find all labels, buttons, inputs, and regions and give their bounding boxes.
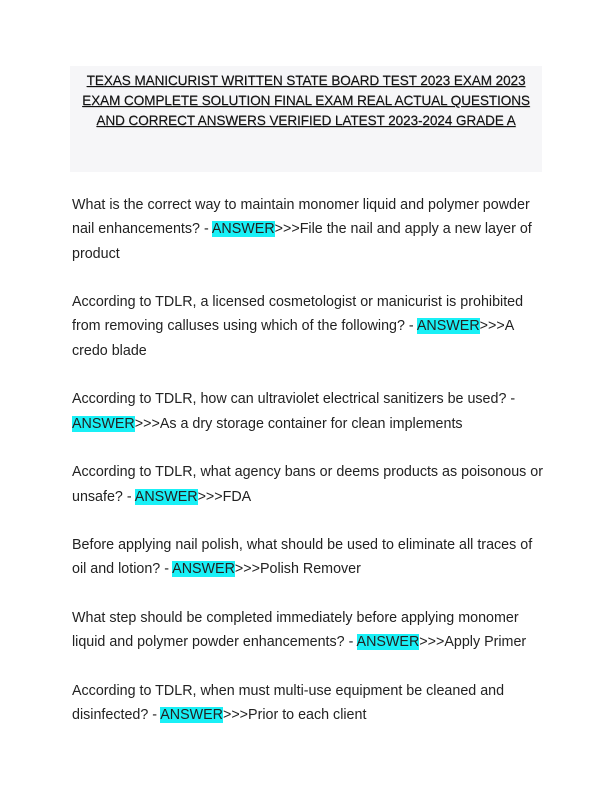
qa-item-5: [72, 533, 548, 582]
answer-label: ANSWER: [134, 488, 198, 505]
question-text: What is the correct way to maintain monomer liquid and polymer powder nail enhancements? -: [72, 197, 530, 238]
question-text: According to TDLR, how can ultraviolet electrical sanitizers be used? -: [72, 391, 516, 408]
qa-item-6: [72, 606, 548, 655]
question-text: According to TDLR, what agency bans or deems products as poisonous or unsafe? -: [72, 464, 543, 505]
qa-list: [72, 193, 548, 752]
answer-text: >>>A credo blade: [72, 318, 514, 359]
answer-text: >>>Polish Remover: [234, 561, 361, 578]
answer-label: ANSWER: [356, 634, 420, 651]
qa-item-3: [72, 387, 548, 436]
answer-label: ANSWER: [416, 318, 480, 335]
qa-item-7: [72, 679, 548, 728]
qa-item-4: [72, 460, 548, 509]
qa-item-2: [72, 290, 548, 363]
question-text: According to TDLR, a licensed cosmetologist or manicurist is prohibited from removing calluses using which of the following? -: [72, 294, 524, 335]
answer-text: >>>Prior to each client: [222, 707, 367, 724]
answer-text: >>>FDA: [197, 488, 252, 505]
question-text: According to TDLR, when must multi-use equipment be cleaned and disinfected? -: [72, 682, 505, 724]
answer-label: ANSWER: [72, 415, 135, 432]
answer-label: ANSWER: [160, 707, 223, 724]
title-box: [70, 66, 542, 172]
document-title: TEXAS MANICURIST WRITTEN STATE BOARD TEST 2023 EXAM 2023 EXAM COMPLETE SOLUTION FINAL EXAM REAL ACTUAL QUESTIONS AND CORRECT ANSWERS VERIFIED LATEST 2023-2024 GRADE A: [82, 73, 530, 128]
answer-text: >>>As a dry storage container for clean implements: [134, 415, 463, 432]
answer-label: ANSWER: [211, 221, 275, 238]
question-text: Before applying nail polish, what should be used to eliminate all traces of oil and lotion? -: [72, 537, 533, 578]
answer-label: ANSWER: [172, 561, 235, 578]
answer-text: >>>File the nail and apply a new layer of product: [72, 221, 532, 262]
qa-item-1: [72, 193, 548, 266]
answer-text: >>>Apply Primer: [419, 634, 527, 651]
question-text: What step should be completed immediately before applying monomer liquid and polymer powder enhancements? -: [72, 610, 519, 651]
